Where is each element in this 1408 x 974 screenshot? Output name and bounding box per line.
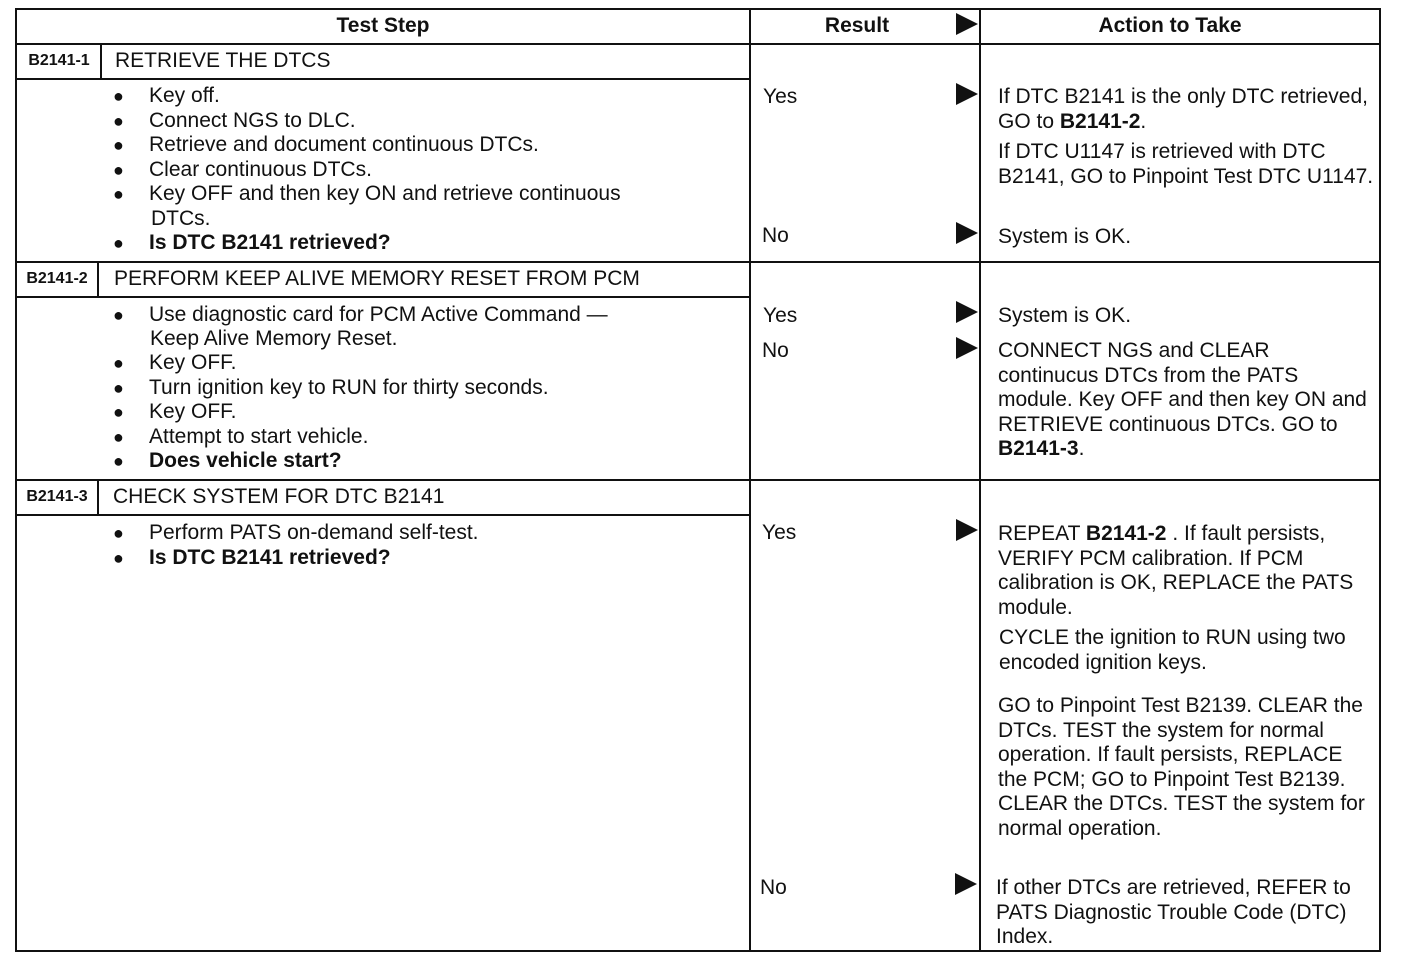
step-1-id-divider <box>100 43 102 79</box>
step-2-bullets-b <box>113 351 549 474</box>
step-1-action-no: System is OK. <box>998 225 1132 248</box>
step-reference-link[interactable]: B2141-2 <box>1085 522 1167 545</box>
list-item: ● Attempt to start vehicle. <box>113 425 549 450</box>
step-3-title: CHECK SYSTEM FOR DTC B2141 <box>113 485 445 508</box>
step-3-result-yes: Yes <box>762 521 797 544</box>
step-1-question <box>113 231 391 256</box>
list-item: ● Retrieve and document continuous DTCs. <box>113 133 621 158</box>
step-1-result-no: No <box>762 224 789 247</box>
list-item: ● Key off. <box>113 84 621 109</box>
step-2-action-yes: System is OK. <box>998 304 1132 327</box>
list-item: ● Does vehicle start? <box>113 449 549 474</box>
list-item: ● Use diagnostic card for PCM Active Command — <box>113 303 608 328</box>
step-1-title: RETRIEVE THE DTCS <box>115 49 331 72</box>
step-3-action-yes-3: GO to Pinpoint Test B2139. CLEAR the DTCs. TEST the system for normal operation. If fault persists, REPLACE the PCM; GO to Pinpoint Test B2139. CLEAR the DTCs. TEST the system for normal operation. <box>998 694 1365 840</box>
step-1-result-yes: Yes <box>763 85 798 108</box>
list-item: ● Is DTC B2141 retrieved? <box>113 546 479 571</box>
step-2-title: PERFORM KEEP ALIVE MEMORY RESET FROM PCM <box>114 267 640 290</box>
arrow-icon <box>956 83 978 105</box>
step-3-action-yes-2: CYCLE the ignition to RUN using two encoded ignition keys. <box>999 626 1346 674</box>
action-text: REPEAT <box>998 522 1086 545</box>
action-text: . <box>1140 109 1147 133</box>
step-2-result-yes: Yes <box>763 304 798 327</box>
list-item: ● Is DTC B2141 retrieved? <box>113 231 391 256</box>
step-2-result-no: No <box>762 339 789 362</box>
header-result: Result <box>824 14 890 37</box>
step-3-result-no: No <box>760 876 787 899</box>
step-1-bullet-continuation: DTCs. <box>151 207 211 230</box>
action-text: CONNECT NGS and CLEAR continucus DTCs from the PATS module. Key OFF and then key ON and RETRIEVE continuous DTCs. GO to <box>998 339 1367 436</box>
step-1-title-underline <box>15 78 751 80</box>
arrow-icon <box>956 301 978 323</box>
action-text: If DTC B2141 is the only DTC retrieved, GO to <box>998 85 1368 133</box>
arrow-icon <box>956 337 978 359</box>
step-reference-link[interactable]: B2141-2 <box>1059 109 1141 133</box>
step-1-action-yes <box>998 85 1380 195</box>
list-item: ● Turn ignition key to RUN for thirty seconds. <box>113 376 549 401</box>
list-item: ● Key OFF and then key ON and retrieve continuous <box>113 182 621 207</box>
action-text: . <box>1078 437 1085 460</box>
step-1-bullets <box>113 84 621 207</box>
action-text: . If fault persists, VERIFY PCM calibration. If PCM calibration is OK, REPLACE the PATS module. <box>998 522 1354 619</box>
header-arrow-icon <box>956 13 978 35</box>
step-3-action-yes-1 <box>998 522 1380 620</box>
step-3-id: B2141-3 <box>26 488 88 505</box>
step-2-bullet-continuation: Keep Alive Memory Reset. <box>150 327 398 350</box>
step-3-bullets <box>113 521 479 570</box>
step-2-id: B2141-2 <box>26 270 88 287</box>
list-item: ● Key OFF. <box>113 400 549 425</box>
step-3-action-no: If other DTCs are retrieved, REFER to PATS Diagnostic Trouble Code (DTC) Index. <box>996 876 1351 948</box>
action-text: If DTC U1147 is retrieved with DTC B2141, GO to Pinpoint Test DTC U1147. <box>998 140 1374 188</box>
step-3-title-underline <box>15 514 751 516</box>
step-2-bullets-a <box>113 303 608 328</box>
arrow-icon <box>956 222 978 244</box>
step-2-title-underline <box>15 296 751 298</box>
step-1-id: B2141-1 <box>28 52 90 69</box>
step-reference-link[interactable]: B2141-3 <box>998 437 1079 460</box>
arrow-icon <box>956 519 978 541</box>
list-item: ● Perform PATS on-demand self-test. <box>113 521 479 546</box>
list-item: ● Key OFF. <box>113 351 549 376</box>
arrow-icon <box>955 873 977 895</box>
header-action: Action to Take <box>1098 14 1242 37</box>
step-2-action-no <box>998 339 1370 462</box>
list-item: ● Clear continuous DTCs. <box>113 158 621 183</box>
list-item: ● Connect NGS to DLC. <box>113 109 621 134</box>
header-test-step: Test Step <box>336 14 430 37</box>
